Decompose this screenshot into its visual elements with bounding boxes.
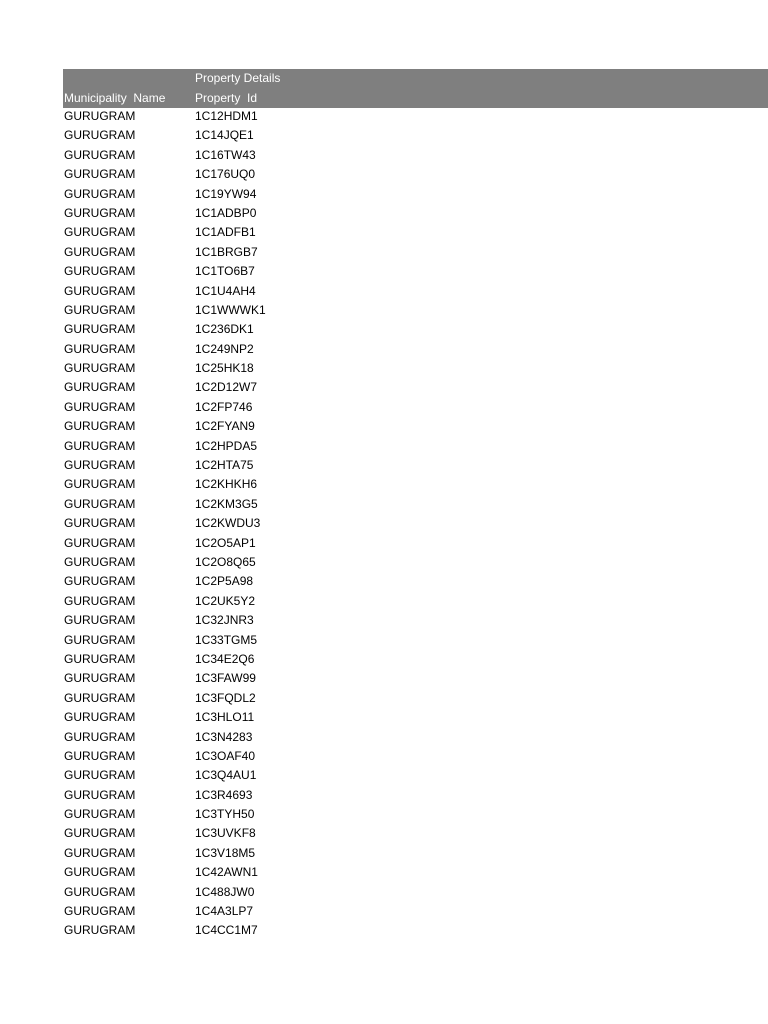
table-row — [63, 360, 768, 379]
municipality-name-cell: GURUGRAM — [64, 361, 136, 376]
municipality-name-cell: GURUGRAM — [64, 865, 136, 880]
table-row — [63, 205, 768, 224]
property-id-cell: 1C236DK1 — [195, 322, 254, 337]
municipality-name-cell: GURUGRAM — [64, 729, 136, 744]
property-id-cell: 1C488JW0 — [195, 884, 255, 899]
property-id-cell: 1C3UVKF8 — [195, 826, 256, 841]
property-id-cell: 1C3OAF40 — [195, 748, 256, 763]
table-row — [63, 922, 768, 941]
property-id-cell: 1C1U4AH4 — [195, 283, 256, 298]
municipality-name-cell: GURUGRAM — [64, 244, 136, 259]
property-id-cell: 1C2KHKH6 — [195, 477, 258, 492]
municipality-name-cell: GURUGRAM — [64, 690, 136, 705]
property-id-cell: 1C1ADBP0 — [195, 205, 257, 220]
table-row — [63, 399, 768, 418]
municipality-name-cell: GURUGRAM — [64, 186, 136, 201]
property-id-cell: 1C3V18M5 — [195, 845, 256, 860]
municipality-name-cell: GURUGRAM — [64, 516, 136, 531]
property-id-cell: 1C42AWN1 — [195, 865, 258, 880]
table-row — [63, 166, 768, 185]
municipality-name-cell: GURUGRAM — [64, 554, 136, 569]
municipality-name-cell: GURUGRAM — [64, 205, 136, 220]
table-row — [63, 632, 768, 651]
municipality-name-cell: GURUGRAM — [64, 923, 136, 938]
column-header-municipality-name: Municipality Name — [64, 91, 166, 105]
table-row — [63, 263, 768, 282]
property-id-cell: 1C2D12W7 — [195, 380, 258, 395]
municipality-name-cell: GURUGRAM — [64, 109, 136, 123]
table-row — [63, 147, 768, 166]
table-row — [63, 302, 768, 321]
table-row — [63, 418, 768, 437]
table-row — [63, 709, 768, 728]
municipality-name-cell: GURUGRAM — [64, 535, 136, 550]
table-row — [63, 321, 768, 340]
table-row — [63, 535, 768, 554]
property-id-cell: 1C4A3LP7 — [195, 904, 254, 919]
municipality-name-cell: GURUGRAM — [64, 225, 136, 240]
property-id-cell: 1C2FYAN9 — [195, 419, 255, 434]
property-id-cell: 1C34E2Q6 — [195, 651, 255, 666]
municipality-name-cell: GURUGRAM — [64, 574, 136, 589]
property-id-cell: 1C1ADFB1 — [195, 225, 256, 240]
municipality-name-cell: GURUGRAM — [64, 264, 136, 279]
table-row — [63, 438, 768, 457]
municipality-name-cell: GURUGRAM — [64, 632, 136, 647]
property-id-cell: 1C2UK5Y2 — [195, 593, 256, 608]
table-row — [63, 729, 768, 748]
municipality-name-cell: GURUGRAM — [64, 167, 136, 182]
property-id-cell: 1C2FP746 — [195, 399, 253, 414]
municipality-name-cell: GURUGRAM — [64, 496, 136, 511]
municipality-name-cell: GURUGRAM — [64, 768, 136, 783]
table-row — [63, 864, 768, 883]
municipality-name-cell: GURUGRAM — [64, 593, 136, 608]
property-id-cell: 1C3FQDL2 — [195, 690, 256, 705]
property-id-cell: 1C2O8Q65 — [195, 554, 256, 569]
property-id-cell: 1C19YW94 — [195, 186, 257, 201]
table-row — [63, 748, 768, 767]
table-row — [63, 554, 768, 573]
table-row — [63, 806, 768, 825]
table-row — [63, 283, 768, 302]
table-row — [63, 457, 768, 476]
property-id-cell: 1C3N4283 — [195, 729, 253, 744]
property-id-cell: 1C1TO6B7 — [195, 264, 255, 279]
table-row — [63, 690, 768, 709]
property-id-cell: 1C16TW43 — [195, 147, 256, 162]
municipality-name-cell: GURUGRAM — [64, 302, 136, 317]
table-header — [63, 69, 768, 108]
table-row — [63, 767, 768, 786]
municipality-name-cell: GURUGRAM — [64, 807, 136, 822]
property-id-cell: 1C14JQE1 — [195, 128, 254, 143]
municipality-name-cell: GURUGRAM — [64, 322, 136, 337]
property-id-cell: 1C3Q4AU1 — [195, 768, 257, 783]
table-row — [63, 224, 768, 243]
property-id-cell: 1C249NP2 — [195, 341, 254, 356]
municipality-name-cell: GURUGRAM — [64, 419, 136, 434]
group-header-property-details: Property Details — [195, 71, 281, 85]
table-row — [63, 825, 768, 844]
property-id-cell: 1C1WWWK1 — [195, 302, 266, 317]
municipality-name-cell: GURUGRAM — [64, 438, 136, 453]
table-row — [63, 108, 768, 127]
table-row — [63, 476, 768, 495]
table-row — [63, 884, 768, 903]
municipality-name-cell: GURUGRAM — [64, 826, 136, 841]
municipality-name-cell: GURUGRAM — [64, 671, 136, 686]
municipality-name-cell: GURUGRAM — [64, 613, 136, 628]
property-id-cell: 1C3HLO11 — [195, 710, 255, 725]
property-id-cell: 1C12HDM1 — [195, 109, 258, 123]
table-row — [63, 573, 768, 592]
property-id-cell: 1C3R4693 — [195, 787, 253, 802]
municipality-name-cell: GURUGRAM — [64, 341, 136, 356]
property-id-cell: 1C2HPDA5 — [195, 438, 258, 453]
table-row — [63, 496, 768, 515]
property-id-cell: 1C3FAW99 — [195, 671, 256, 686]
property-sheet — [63, 69, 768, 942]
municipality-name-cell: GURUGRAM — [64, 651, 136, 666]
property-id-cell: 1C25HK18 — [195, 361, 254, 376]
municipality-name-cell: GURUGRAM — [64, 904, 136, 919]
property-id-cell: 1C2HTA75 — [195, 458, 254, 473]
table-row — [63, 651, 768, 670]
table-row — [63, 186, 768, 205]
municipality-name-cell: GURUGRAM — [64, 283, 136, 298]
table-row — [63, 127, 768, 146]
property-id-cell: 1C33TGM5 — [195, 632, 258, 647]
table-row — [63, 903, 768, 922]
table-row — [63, 244, 768, 263]
municipality-name-cell: GURUGRAM — [64, 147, 136, 162]
property-id-cell: 1C176UQ0 — [195, 167, 256, 182]
table-row — [63, 787, 768, 806]
property-id-cell: 1C2P5A98 — [195, 574, 254, 589]
municipality-name-cell: GURUGRAM — [64, 380, 136, 395]
municipality-name-cell: GURUGRAM — [64, 399, 136, 414]
municipality-name-cell: GURUGRAM — [64, 748, 136, 763]
property-id-cell: 1C32JNR3 — [195, 613, 254, 628]
property-id-cell: 1C4CC1M7 — [195, 923, 258, 938]
municipality-name-cell: GURUGRAM — [64, 787, 136, 802]
table-row — [63, 593, 768, 612]
table-row — [63, 515, 768, 534]
property-id-cell: 1C3TYH50 — [195, 807, 255, 822]
property-id-cell: 1C2KM3G5 — [195, 496, 258, 511]
table-row — [63, 845, 768, 864]
municipality-name-cell: GURUGRAM — [64, 128, 136, 143]
municipality-name-cell: GURUGRAM — [64, 884, 136, 899]
property-id-cell: 1C2O5AP1 — [195, 535, 256, 550]
table-row — [63, 341, 768, 360]
municipality-name-cell: GURUGRAM — [64, 458, 136, 473]
municipality-name-cell: GURUGRAM — [64, 477, 136, 492]
table-body — [63, 108, 768, 942]
property-id-cell: 1C2KWDU3 — [195, 516, 261, 531]
table-row — [63, 612, 768, 631]
table-row — [63, 670, 768, 689]
column-header-property-id: Property Id — [195, 91, 258, 105]
table-row — [63, 379, 768, 398]
property-id-cell: 1C1BRGB7 — [195, 244, 258, 259]
municipality-name-cell: GURUGRAM — [64, 710, 136, 725]
municipality-name-cell: GURUGRAM — [64, 845, 136, 860]
